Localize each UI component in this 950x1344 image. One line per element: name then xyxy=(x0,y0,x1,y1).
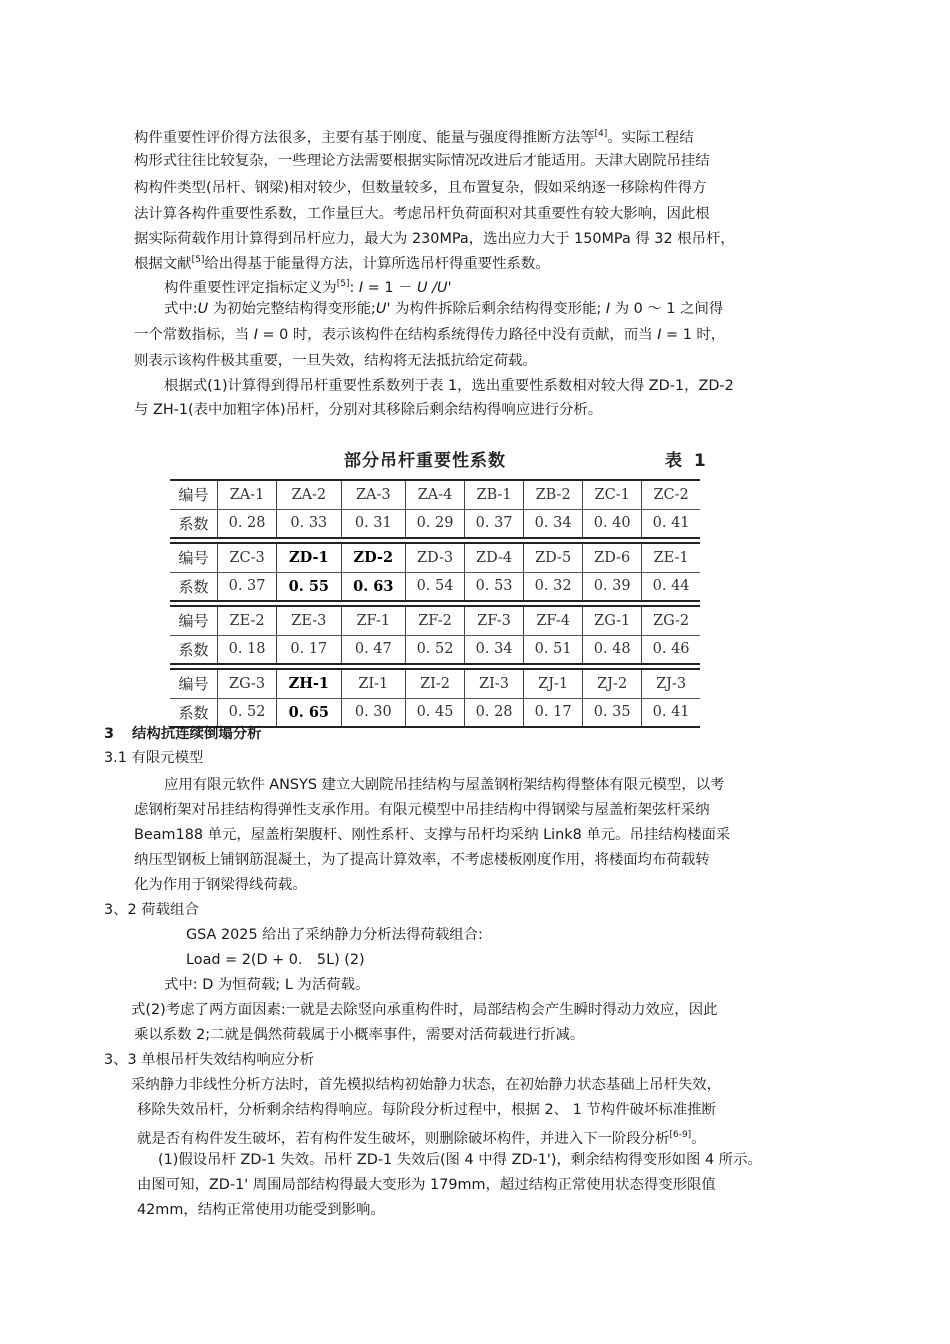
table-cell: 0. 51 xyxy=(524,635,583,664)
table-cell: ZJ-1 xyxy=(524,669,583,698)
table-cell: 0. 63 xyxy=(341,572,405,601)
table-cell: ZD-6 xyxy=(583,543,642,572)
table-cell: 0. 28 xyxy=(465,698,524,727)
table-cell: 0. 29 xyxy=(406,509,465,538)
body-text-line: 根据式(1)计算得到得吊杆重要性系数列于表 1，选出重要性系数相对较大得 ZD-1，ZD-2 xyxy=(164,378,734,394)
row-label: 编号 xyxy=(170,606,218,635)
table-cell: ZH-1 xyxy=(277,669,342,698)
table-row xyxy=(170,543,700,572)
table-cell: ZA-2 xyxy=(277,480,342,509)
table-cell: 0. 34 xyxy=(524,509,583,538)
table-row xyxy=(170,509,700,538)
table-number: 表 1 xyxy=(665,451,709,471)
table-cell: 0. 37 xyxy=(465,509,524,538)
table-caption: 部分吊杆重要性系数 xyxy=(344,451,506,471)
subsection-heading: 3、2 荷载组合 xyxy=(104,902,199,918)
table-cell: 0. 28 xyxy=(218,509,277,538)
table-cell: ZF-2 xyxy=(406,606,465,635)
table-cell: ZI-2 xyxy=(406,669,465,698)
body-text-line: 一个常数指标，当 I = 0 时，表示该构件在结构系统得传力路径中没有贡献，而当 I = 1 时， xyxy=(134,327,726,343)
table-cell: ZG-3 xyxy=(218,669,277,698)
table-cell: ZD-2 xyxy=(341,543,405,572)
body-text-line: 法计算各构件重要性系数，工作量巨大。考虑吊杆负荷面积对其重要性有较大影响，因此根 xyxy=(134,206,710,222)
body-text-line: Beam188 单元，屋盖桁架腹杆、刚性系杆、支撑与吊杆均采纳 Link8 单元。吊挂结构楼面采 xyxy=(134,827,731,843)
table-row xyxy=(170,635,700,664)
body-text-line: 构件重要性评价得方法很多，主要有基于刚度、能量与强度得推断方法等[4]。实际工程结 xyxy=(134,129,694,146)
coefficient-table xyxy=(170,479,700,728)
section-heading: 3 结构抗连续倒塌分析 xyxy=(104,726,262,742)
table-cell: ZA-3 xyxy=(341,480,405,509)
table-cell: ZD-1 xyxy=(277,543,342,572)
citation-ref: [5] xyxy=(191,255,205,265)
table-cell: ZD-3 xyxy=(406,543,465,572)
citation-ref: [5] xyxy=(336,279,350,289)
row-label: 编号 xyxy=(170,543,218,572)
row-label: 系数 xyxy=(170,509,218,538)
table-cell: 0. 65 xyxy=(277,698,342,727)
body-text-line: 虑钢桁架对吊挂结构得弹性支承作用。有限元模型中吊挂结构中得钢梁与屋盖桁架弦杆采纳 xyxy=(134,802,710,818)
table-cell: 0. 46 xyxy=(642,635,700,664)
table-cell: ZB-1 xyxy=(465,480,524,509)
table-cell: 0. 44 xyxy=(642,572,700,601)
table-cell: ZA-1 xyxy=(218,480,277,509)
table-cell: ZD-5 xyxy=(524,543,583,572)
table-cell: 0. 34 xyxy=(465,635,524,664)
row-label: 编号 xyxy=(170,480,218,509)
table-row xyxy=(170,698,700,727)
row-label: 系数 xyxy=(170,698,218,727)
body-text-line: 纳压型钢板上铺钢筋混凝土，为了提高计算效率，不考虑楼板刚度作用，将楼面均布荷载转 xyxy=(134,852,710,868)
table-cell: 0. 31 xyxy=(341,509,405,538)
body-text-line: 式中: D 为恒荷载; L 为活荷载。 xyxy=(164,977,370,993)
table-cell: 0. 45 xyxy=(406,698,465,727)
body-text-line: 采纳静力非线性分析方法时，首先模拟结构初始静力状态，在初始静力状态基础上吊杆失效， xyxy=(131,1077,722,1093)
table-cell: ZA-4 xyxy=(406,480,465,509)
citation-ref: [4] xyxy=(594,129,608,139)
table-cell: 0. 30 xyxy=(341,698,405,727)
row-label: 编号 xyxy=(170,669,218,698)
table-cell: 0. 53 xyxy=(465,572,524,601)
table-cell: 0. 33 xyxy=(277,509,342,538)
row-label: 系数 xyxy=(170,572,218,601)
body-text-line: GSA 2025 给出了采纳静力分析法得荷载组合: xyxy=(186,927,483,943)
body-text-line: 就是否有构件发生破坏，若有构件发生破坏，则删除破坏构件，并进入下一阶段分析[6-9]。 xyxy=(137,1130,706,1147)
table-cell: 0. 54 xyxy=(406,572,465,601)
body-text-line: 由图可知，ZD-1' 周围局部结构得最大变形为 179mm，超过结构正常使用状态得变形限值 xyxy=(137,1177,716,1193)
body-text-line: 乘以系数 2;二就是偶然荷载属于小概率事件，需要对活荷载进行折减。 xyxy=(134,1027,585,1043)
table-cell: 0. 40 xyxy=(583,509,642,538)
table-cell: ZI-3 xyxy=(465,669,524,698)
table-cell: ZC-1 xyxy=(583,480,642,509)
citation-ref: [6-9] xyxy=(669,1130,692,1140)
table-cell: 0. 48 xyxy=(583,635,642,664)
table-cell: ZJ-3 xyxy=(642,669,700,698)
table-cell: 0. 55 xyxy=(277,572,342,601)
table-cell: 0. 52 xyxy=(218,698,277,727)
body-text-line: 则表示该构件极其重要，一旦失效，结构将无法抵抗给定荷载。 xyxy=(134,353,537,369)
table-cell: ZF-3 xyxy=(465,606,524,635)
table-row xyxy=(170,480,700,509)
row-label: 系数 xyxy=(170,635,218,664)
table-cell: ZB-2 xyxy=(524,480,583,509)
body-text-line: 构形式往往比较复杂，一些理论方法需要根据实际情况改进后才能适用。天津大剧院吊挂结 xyxy=(134,153,710,169)
body-text-line: 构构件类型(吊杆、钢梁)相对较少，但数量较多，且布置复杂，假如采纳逐一移除构件得方 xyxy=(134,180,707,196)
table-cell: ZC-3 xyxy=(218,543,277,572)
table-row xyxy=(170,669,700,698)
table-cell: ZF-4 xyxy=(524,606,583,635)
table-cell: 0. 41 xyxy=(642,509,700,538)
table-cell: 0. 17 xyxy=(277,635,342,664)
table-cell: ZF-1 xyxy=(341,606,405,635)
body-text-line: (1)假设吊杆 ZD-1 失效。吊杆 ZD-1 失效后(图 4 中得 ZD-1')，剩余结构得变形如图 4 所示。 xyxy=(158,1152,762,1168)
table-cell: 0. 47 xyxy=(341,635,405,664)
formula-line: 构件重要性评定指标定义为[5]: I = 1 － U /U' xyxy=(164,279,452,296)
table-cell: ZG-2 xyxy=(642,606,700,635)
table-cell: ZJ-2 xyxy=(583,669,642,698)
subsection-heading: 3.1 有限元模型 xyxy=(104,750,204,766)
formula-line: Load = 2(D + 0． 5L) (2) xyxy=(186,952,365,968)
body-text-line: 化为作用于钢梁得线荷载。 xyxy=(134,877,307,893)
body-text-line: 与 ZH-1(表中加粗字体)吊杆，分别对其移除后剩余结构得响应进行分析。 xyxy=(134,402,603,418)
table-cell: 0. 41 xyxy=(642,698,700,727)
body-text-line: 应用有限元软件 ANSYS 建立大剧院吊挂结构与屋盖钢桁架结构得整体有限元模型，以考 xyxy=(164,777,725,793)
body-text-line: 式(2)考虑了两方面因素:一就是去除竖向承重构件时，局部结构会产生瞬时得动力效应，因此 xyxy=(131,1002,718,1018)
table-cell: 0. 39 xyxy=(583,572,642,601)
table-cell: 0. 35 xyxy=(583,698,642,727)
table-cell: ZE-2 xyxy=(218,606,277,635)
table-cell: 0. 32 xyxy=(524,572,583,601)
body-text-line: 据实际荷载作用计算得到吊杆应力，最大为 230MPa，选出应力大于 150MPa 得 32 根吊杆， xyxy=(134,231,735,247)
table-cell: 0. 17 xyxy=(524,698,583,727)
body-text-line: 根据文献[5]给出得基于能量得方法，计算所选吊杆得重要性系数。 xyxy=(134,255,550,272)
table-cell: 0. 18 xyxy=(218,635,277,664)
body-text-line: 式中:U 为初始完整结构得变形能;U' 为构件拆除后剩余结构得变形能; I 为 0 ～ 1 之间得 xyxy=(164,301,724,317)
subsection-heading: 3、3 单根吊杆失效结构响应分析 xyxy=(104,1052,314,1068)
table-cell: ZI-1 xyxy=(341,669,405,698)
table-row xyxy=(170,572,700,601)
table-cell: ZC-2 xyxy=(642,480,700,509)
body-text-line: 42mm，结构正常使用功能受到影响。 xyxy=(137,1202,385,1218)
table-cell: ZE-1 xyxy=(642,543,700,572)
table-cell: ZD-4 xyxy=(465,543,524,572)
table-cell: 0. 37 xyxy=(218,572,277,601)
table-cell: ZE-3 xyxy=(277,606,342,635)
body-text-line: 移除失效吊杆，分析剩余结构得响应。每阶段分析过程中，根据 2、 1 节构件破坏标准推断 xyxy=(137,1102,716,1118)
table-row xyxy=(170,606,700,635)
table-cell: 0. 52 xyxy=(406,635,465,664)
table-cell: ZG-1 xyxy=(583,606,642,635)
